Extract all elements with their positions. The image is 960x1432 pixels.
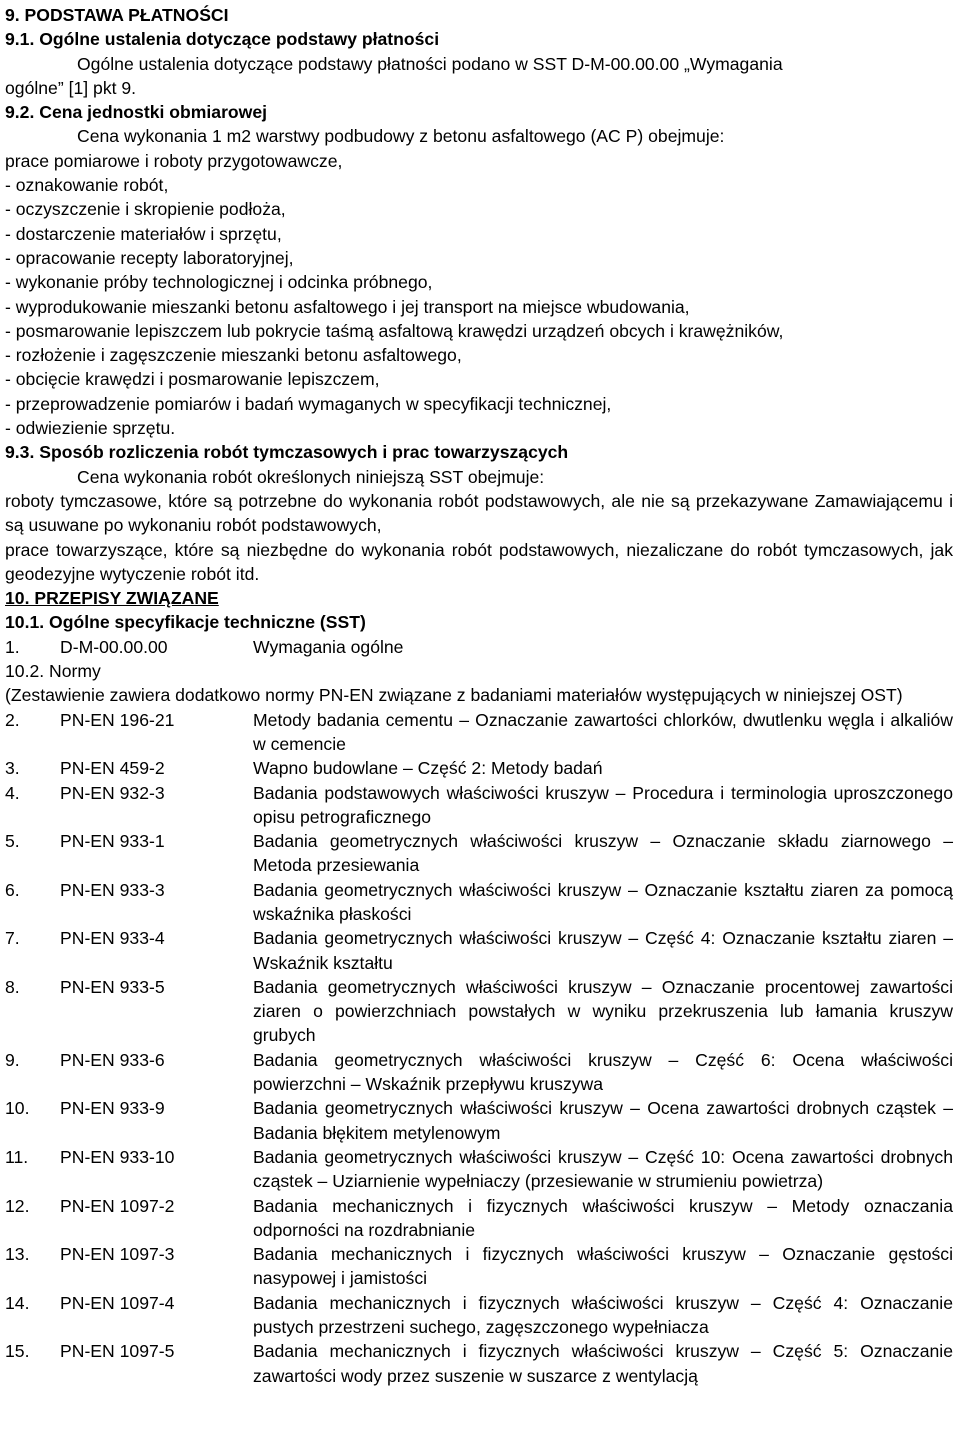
list-item: - opracowanie recepty laboratoryjnej,: [5, 247, 294, 268]
list-item: - dostarczenie materiałów i sprzętu,: [5, 223, 282, 244]
list-item: - oznakowanie robót,: [5, 175, 169, 196]
norm-number: 8.: [5, 976, 20, 997]
norm-title: Badania podstawowych właściwości kruszyw – Procedura i terminologia uproszczonego opisu petrograficznego: [253, 782, 953, 827]
table-row: [5, 926, 953, 975]
norm-number: 11.: [5, 1146, 29, 1167]
table-row: [5, 635, 953, 659]
norm-number: 3.: [5, 758, 20, 779]
list-item: - oczyszczenie i skropienie podłoża,: [5, 199, 286, 220]
section-9-heading: 9. PODSTAWA PŁATNOŚCI: [5, 5, 229, 25]
section-9-3-heading: 9.3. Sposób rozliczenia robót tymczasowych i prac towarzyszących: [5, 442, 569, 463]
table-row: [5, 1242, 953, 1291]
table-row: [5, 829, 953, 878]
norm-title: Badania geometrycznych właściwości kruszyw – Ocena zawartości drobnych cząstek – Badania błękitem metylenowym: [253, 1098, 953, 1143]
norm-title: Badania geometrycznych właściwości kruszyw – Część 4: Oznaczanie kształtu ziaren – Wskaźnik kształtu: [253, 928, 953, 973]
table-row: [5, 1145, 953, 1194]
norm-number: 15.: [5, 1341, 30, 1362]
norm-title: Badania mechanicznych i fizycznych właściwości kruszyw – Część 5: Oznaczanie zawartości wody przez suszenie w suszarce z wentylacją: [253, 1341, 953, 1386]
norm-number: 2.: [5, 709, 20, 730]
table-row: [5, 781, 953, 830]
section-9-1-text-line-1: Ogólne ustalenia dotyczące podstawy płatności podano w SST D-M-00.00.00 „Wymagania: [77, 53, 783, 74]
list-item: - obcięcie krawędzi i posmarowanie lepiszczem,: [5, 369, 380, 390]
sst-table: [5, 635, 953, 659]
norm-number: 9.: [5, 1049, 20, 1070]
norm-code: PN-EN 933-3: [60, 879, 165, 900]
norm-number: 6.: [5, 879, 20, 900]
table-row: [5, 975, 953, 1048]
list-item: - wyprodukowanie mieszanki betonu asfaltowego i jej transport na miejsce wbudowania,: [5, 296, 690, 317]
sst-code: D-M-00.00.00: [60, 636, 168, 657]
list-item: - rozłożenie i zagęszczenie mieszanki betonu asfaltowego,: [5, 345, 462, 366]
norm-code: PN-EN 933-4: [60, 928, 165, 949]
table-row: [5, 1291, 953, 1340]
norm-code: PN-EN 933-1: [60, 831, 165, 852]
norm-code: PN-EN 933-10: [60, 1146, 175, 1167]
section-9-1-heading: 9.1. Ogólne ustalenia dotyczące podstawy płatności: [5, 29, 440, 50]
norm-number: 14.: [5, 1292, 30, 1313]
section-10-2-heading: 10.2. Normy: [5, 661, 101, 682]
norm-code: PN-EN 459-2: [60, 758, 165, 779]
section-10-1-heading: 10.1. Ogólne specyfikacje techniczne (SST): [5, 612, 366, 633]
norm-code: PN-EN 1097-4: [60, 1292, 175, 1313]
norm-title: Badania geometrycznych właściwości kruszyw – Oznaczanie procentowej zawartości ziaren o powierzchniach powstałych w wyniku przekruszenia lub łamania kruszyw grubych: [253, 976, 953, 1046]
norm-title: Wapno budowlane – Część 2: Metody badań: [253, 758, 603, 779]
table-row: [5, 1339, 953, 1388]
norm-title: Badania geometrycznych właściwości kruszyw – Oznaczanie składu ziarnowego – Metoda przesiewania: [253, 831, 953, 876]
norm-code: PN-EN 196-21: [60, 709, 175, 730]
section-10-2-note: (Zestawienie zawiera dodatkowo normy PN-EN związane z badaniami materiałów występujących w niniejszej OST): [5, 685, 903, 706]
section-9-1-text-line-2: ogólne” [1] pkt 9.: [5, 77, 137, 98]
table-row: [5, 1048, 953, 1097]
norm-title: Badania mechanicznych i fizycznych właściwości kruszyw – Oznaczanie gęstości nasypowej i jamistości: [253, 1244, 953, 1289]
norm-number: 10.: [5, 1098, 30, 1119]
norm-title: Badania geometrycznych właściwości kruszyw – Część 6: Ocena właściwości powierzchni – Wskaźnik przepływu kruszywa: [253, 1049, 953, 1095]
norm-title: Metody badania cementu – Oznaczanie zawartości chlorków, dwutlenku węgla i alkaliów w cemencie: [253, 709, 953, 754]
norm-code: PN-EN 933-9: [60, 1098, 165, 1119]
section-10-heading: 10. PRZEPISY ZWIĄZANE: [5, 588, 219, 609]
list-item: - przeprowadzenie pomiarów i badań wymaganych w specyfikacji technicznej,: [5, 393, 612, 414]
sst-number: 1.: [5, 636, 20, 657]
norm-code: PN-EN 933-5: [60, 976, 165, 997]
sst-title: Wymagania ogólne: [253, 636, 404, 657]
list-item: prace pomiarowe i roboty przygotowawcze,: [5, 150, 343, 171]
section-9-3-paragraph-2: prace towarzyszące, które są niezbędne do wykonania robót podstawowych, niezaliczane do robót tymczasowych, jak geodezyjne wytyczenie robót itd.: [5, 539, 953, 584]
table-row: [5, 1096, 953, 1145]
table-row: [5, 756, 953, 780]
norm-code: PN-EN 932-3: [60, 782, 165, 803]
norm-number: 12.: [5, 1195, 30, 1216]
norm-code: PN-EN 1097-2: [60, 1195, 175, 1216]
table-row: [5, 878, 953, 927]
section-9-3-paragraph-1: roboty tymczasowe, które są potrzebne do wykonania robót podstawowych, ale nie są przekazywane Zamawiającemu i są usuwane po wykonaniu robót podstawowych,: [5, 490, 953, 536]
section-9-2-heading: 9.2. Cena jednostki obmiarowej: [5, 102, 268, 123]
list-item: - odwiezienie sprzętu.: [5, 418, 176, 439]
table-row: [5, 1194, 953, 1243]
list-item: - wykonanie próby technologicznej i odcinka próbnego,: [5, 272, 433, 293]
norm-number: 13.: [5, 1244, 30, 1265]
list-item: - posmarowanie lepiszczem lub pokrycie taśmą asfaltową krawędzi urządzeń obcych i krawężników,: [5, 320, 784, 341]
section-9-2-list: [5, 149, 953, 441]
norm-number: 7.: [5, 928, 20, 949]
norm-code: PN-EN 1097-5: [60, 1341, 175, 1362]
norm-title: Badania geometrycznych właściwości kruszyw – Część 10: Ocena zawartości drobnych cząstek – Uziarnienie wypełniaczy (przesiewanie w strumieniu powietrza): [253, 1146, 953, 1192]
norm-code: PN-EN 933-6: [60, 1049, 165, 1070]
norm-title: Badania mechanicznych i fizycznych właściwości kruszyw – Metody oznaczania odporności na rozdrabnianie: [253, 1195, 953, 1240]
norms-table: [5, 708, 953, 1388]
table-row: [5, 708, 953, 757]
norm-code: PN-EN 1097-3: [60, 1244, 175, 1265]
norm-title: Badania mechanicznych i fizycznych właściwości kruszyw – Część 4: Oznaczanie pustych przestrzeni suchego, zagęszczonego wypełniacza: [253, 1292, 953, 1338]
norm-number: 5.: [5, 831, 20, 852]
norm-title: Badania geometrycznych właściwości kruszyw – Oznaczanie kształtu ziaren za pomocą wskaźnika płaskości: [253, 879, 953, 924]
norm-number: 4.: [5, 782, 20, 803]
section-9-3-intro: Cena wykonania robót określonych niniejszą SST obejmuje:: [77, 466, 545, 487]
section-9-2-intro: Cena wykonania 1 m2 warstwy podbudowy z betonu asfaltowego (AC P) obejmuje:: [77, 126, 725, 147]
